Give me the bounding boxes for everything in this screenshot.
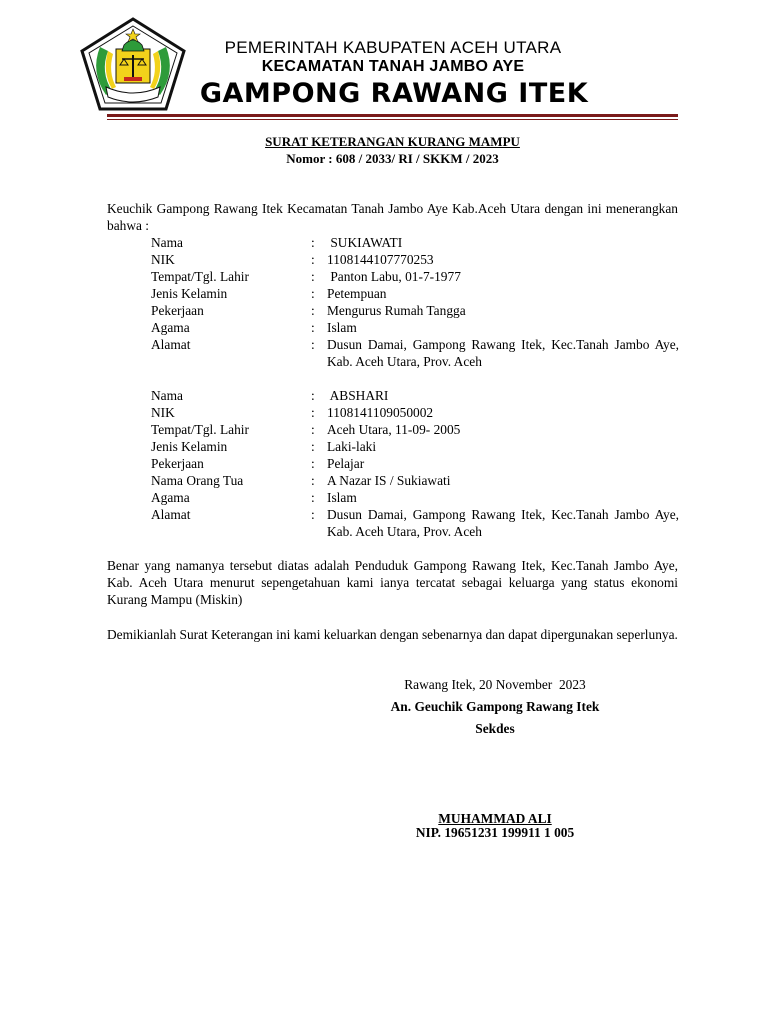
person1-fields [151, 234, 679, 370]
field-row [151, 455, 679, 472]
field-label: NIK [151, 252, 175, 267]
field-colon: : [311, 507, 315, 522]
field-label: Tempat/Tgl. Lahir [151, 422, 249, 437]
field-colon: : [311, 337, 315, 352]
district-name: KECAMATAN TANAH JAMBO AYE [261, 58, 525, 75]
signatory-on-behalf: An. Geuchik Gampong Rawang Itek [390, 699, 600, 714]
signatory-name: MUHAMMAD ALI [438, 811, 552, 826]
closing-paragraph: Demikianlah Surat Keterangan ini kami keluarkan dengan sebenarnya dan dapat dipergunakan seperlunya. [107, 627, 678, 642]
field-label: Alamat [151, 507, 191, 522]
field-value: SUKIAWATI [327, 235, 403, 250]
document-title: SURAT KETERANGAN KURANG MAMPU [265, 134, 520, 149]
field-colon: : [311, 320, 315, 335]
field-colon: : [311, 473, 315, 488]
field-row [151, 319, 679, 336]
place-date: Rawang Itek, 20 November 2023 [404, 677, 586, 692]
field-label: Agama [151, 490, 190, 505]
field-colon: : [311, 439, 315, 454]
field-label: Pekerjaan [151, 303, 204, 318]
field-colon: : [311, 456, 315, 471]
field-colon: : [311, 405, 315, 420]
field-label: Nama [151, 388, 183, 403]
field-colon: : [311, 388, 315, 403]
field-value: Panton Labu, 01-7-1977 [327, 269, 461, 284]
field-colon: : [311, 286, 315, 301]
field-row [151, 234, 679, 251]
field-row [151, 472, 679, 489]
field-label: Agama [151, 320, 190, 335]
field-row [151, 438, 679, 455]
field-value: Dusun Damai, Gampong Rawang Itek, Kec.Tanah Jambo Aye, Kab. Aceh Utara, Prov. Aceh [327, 337, 679, 369]
field-row [151, 506, 679, 540]
field-row [151, 387, 679, 404]
field-colon: : [311, 269, 315, 284]
field-value: Islam [327, 320, 357, 335]
field-value: Aceh Utara, 11-09- 2005 [327, 422, 461, 437]
field-label: Nama [151, 235, 183, 250]
field-row [151, 302, 679, 319]
intro-paragraph: Keuchik Gampong Rawang Itek Kecamatan Tanah Jambo Aye Kab.Aceh Utara dengan ini menerangkan bahwa : [107, 201, 678, 233]
field-value: Dusun Damai, Gampong Rawang Itek, Kec.Tanah Jambo Aye, Kab. Aceh Utara, Prov. Aceh [327, 507, 679, 539]
field-value: A Nazar IS / Sukiawati [327, 473, 451, 488]
field-row [151, 404, 679, 421]
field-colon: : [311, 252, 315, 267]
signatory-role: Sekdes [475, 721, 515, 736]
field-row [151, 285, 679, 302]
field-row [151, 421, 679, 438]
field-colon: : [311, 422, 315, 437]
government-name: PEMERINTAH KABUPATEN ACEH UTARA [224, 38, 562, 57]
field-value: Islam [327, 490, 357, 505]
statement-paragraph: Benar yang namanya tersebut diatas adalah Penduduk Gampong Rawang Itek, Kec.Tanah Jambo Aye, Kab. Aceh Utara menurut sepengetahuan kami ianya tercatat sebagai keluarga yang status ekonomi Kurang Mampu (Miskin) [107, 558, 678, 607]
document-number: Nomor : 608 / 2033/ RI / SKKM / 2023 [286, 151, 499, 166]
field-row [151, 251, 679, 268]
field-label: Tempat/Tgl. Lahir [151, 269, 249, 284]
field-value: Petempuan [327, 286, 387, 301]
field-row [151, 336, 679, 370]
field-value: 1108144107770253 [327, 252, 434, 267]
field-label: Jenis Kelamin [151, 439, 228, 454]
field-colon: : [311, 303, 315, 318]
field-value: Laki-laki [327, 439, 377, 454]
field-value: Pelajar [327, 456, 365, 471]
header-rule-thin [107, 119, 678, 120]
person2-fields [151, 387, 679, 540]
field-value: ABSHARI [327, 388, 389, 403]
field-row [151, 268, 679, 285]
signatory-nip: NIP. 19651231 199911 1 005 [415, 825, 575, 840]
field-value: Mengurus Rumah Tangga [327, 303, 466, 318]
header-rule-thick [107, 114, 678, 117]
field-label: Alamat [151, 337, 191, 352]
field-row [151, 489, 679, 506]
field-label: Nama Orang Tua [151, 473, 244, 488]
field-colon: : [311, 235, 315, 250]
village-name: GAMPONG RAWANG ITEK [199, 78, 589, 109]
field-label: NIK [151, 405, 175, 420]
field-colon: : [311, 490, 315, 505]
field-value: 1108141109050002 [327, 405, 434, 420]
field-label: Pekerjaan [151, 456, 204, 471]
regency-emblem-logo [80, 17, 186, 113]
field-label: Jenis Kelamin [151, 286, 228, 301]
